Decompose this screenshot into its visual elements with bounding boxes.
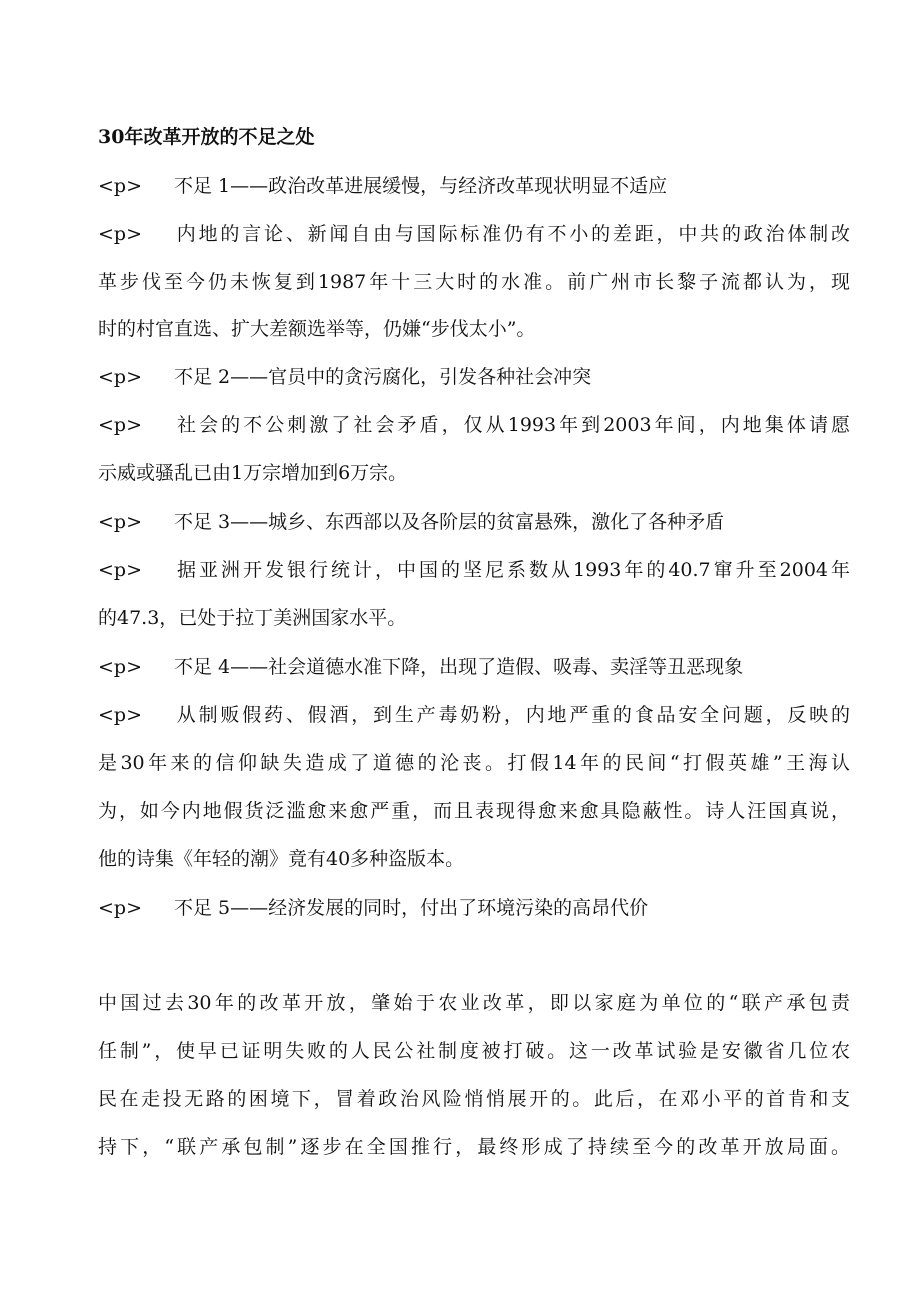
- line-text: 不足 5——经济发展的同时，付出了环境污染的高昂代价: [174, 897, 649, 919]
- line-text: 是30年来的信仰缺失造成了道德的沦丧。打假14年的民间“打假英雄”王海认: [98, 752, 850, 774]
- p-tag-marker: <p>: [98, 366, 143, 388]
- text-line: [98, 603, 850, 633]
- line-text: 时的村官直选、扩大差额选举等，仍嫌“步伐太小”。: [98, 318, 536, 340]
- paragraph-tag-line: [98, 555, 850, 585]
- line-text: 内地的言论、新闻自由与国际标准仍有不小的差距，中共的政治体制改: [174, 223, 850, 245]
- line-text: 社会的不公刺激了社会矛盾，仅从1993年到2003年间，内地集体请愿: [174, 414, 850, 436]
- line-text: 示威或骚乱已由1万宗增加到6万宗。: [98, 462, 408, 484]
- p-tag-marker: <p>: [98, 414, 143, 436]
- paragraph-tag-line: [98, 700, 850, 730]
- line-text: 持下，“联产承包制”逐步在全国推行，最终形成了持续至今的改革开放局面。: [98, 1136, 850, 1158]
- line-text: 的47.3，已处于拉丁美洲国家水平。: [98, 607, 407, 629]
- line-text: 民在走投无路的困境下，冒着政治风险悄悄展开的。此后，在邓小平的首肯和支: [98, 1088, 850, 1110]
- text-line: [98, 748, 850, 778]
- text-line: [98, 267, 850, 297]
- p-tag-marker: <p>: [98, 656, 143, 678]
- text-line: [98, 1132, 850, 1162]
- text-line: [98, 1084, 850, 1114]
- line-text: 不足 4——社会道德水准下降，出现了造假、吸毒、卖淫等丑恶现象: [174, 656, 744, 678]
- paragraph-tag-line: [98, 362, 850, 392]
- p-tag-marker: <p>: [98, 175, 143, 197]
- line-text: 据亚洲开发银行统计，中国的坚尼系数从1993年的40.7窜升至2004年: [174, 559, 850, 581]
- line-text: 任制”，使早已证明失败的人民公社制度被打破。这一改革试验是安徽省几位农: [98, 1040, 850, 1062]
- text-line: [98, 458, 850, 488]
- paragraph-tag-line: [98, 652, 850, 682]
- p-tag-marker: <p>: [98, 559, 143, 581]
- p-tag-marker: <p>: [98, 511, 143, 533]
- p-tag-marker: <p>: [98, 223, 143, 245]
- text-line: [98, 796, 850, 826]
- line-text: 不足 3——城乡、东西部以及各阶层的贫富悬殊，激化了各种矛盾: [174, 511, 725, 533]
- p-tag-marker: <p>: [98, 704, 143, 726]
- paragraph-tag-line: [98, 410, 850, 440]
- paragraph-tag-line: [98, 507, 850, 537]
- paragraph-tag-line: [98, 171, 850, 201]
- line-text: 为，如今内地假货泛滥愈来愈严重，而且表现得愈来愈具隐蔽性。诗人汪国真说，: [98, 800, 850, 822]
- p-tag-marker: <p>: [98, 897, 143, 919]
- text-line: [98, 314, 850, 344]
- line-text: 革步伐至今仍未恢复到1987年十三大时的水准。前广州市长黎子流都认为，现: [98, 271, 850, 293]
- line-text: 不足 1——政治改革进展缓慢，与经济改革现状明显不适应: [174, 175, 668, 197]
- line-text: 从制贩假药、假酒，到生产毒奶粉，内地严重的食品安全问题，反映的: [174, 704, 850, 726]
- text-line: [98, 844, 850, 874]
- text-line: [98, 988, 850, 1018]
- paragraph-tag-line: [98, 219, 850, 249]
- paragraph-tag-line: [98, 893, 850, 923]
- document-title: 30年改革开放的不足之处: [98, 126, 315, 148]
- line-text: 不足 2——官员中的贪污腐化，引发各种社会冲突: [174, 366, 592, 388]
- line-text: 他的诗集《年轻的潮》竟有40多种盗版本。: [98, 848, 465, 870]
- text-line: [98, 1036, 850, 1066]
- line-text: 中国过去30年的改革开放，肇始于农业改革，即以家庭为单位的“联产承包责: [98, 992, 850, 1014]
